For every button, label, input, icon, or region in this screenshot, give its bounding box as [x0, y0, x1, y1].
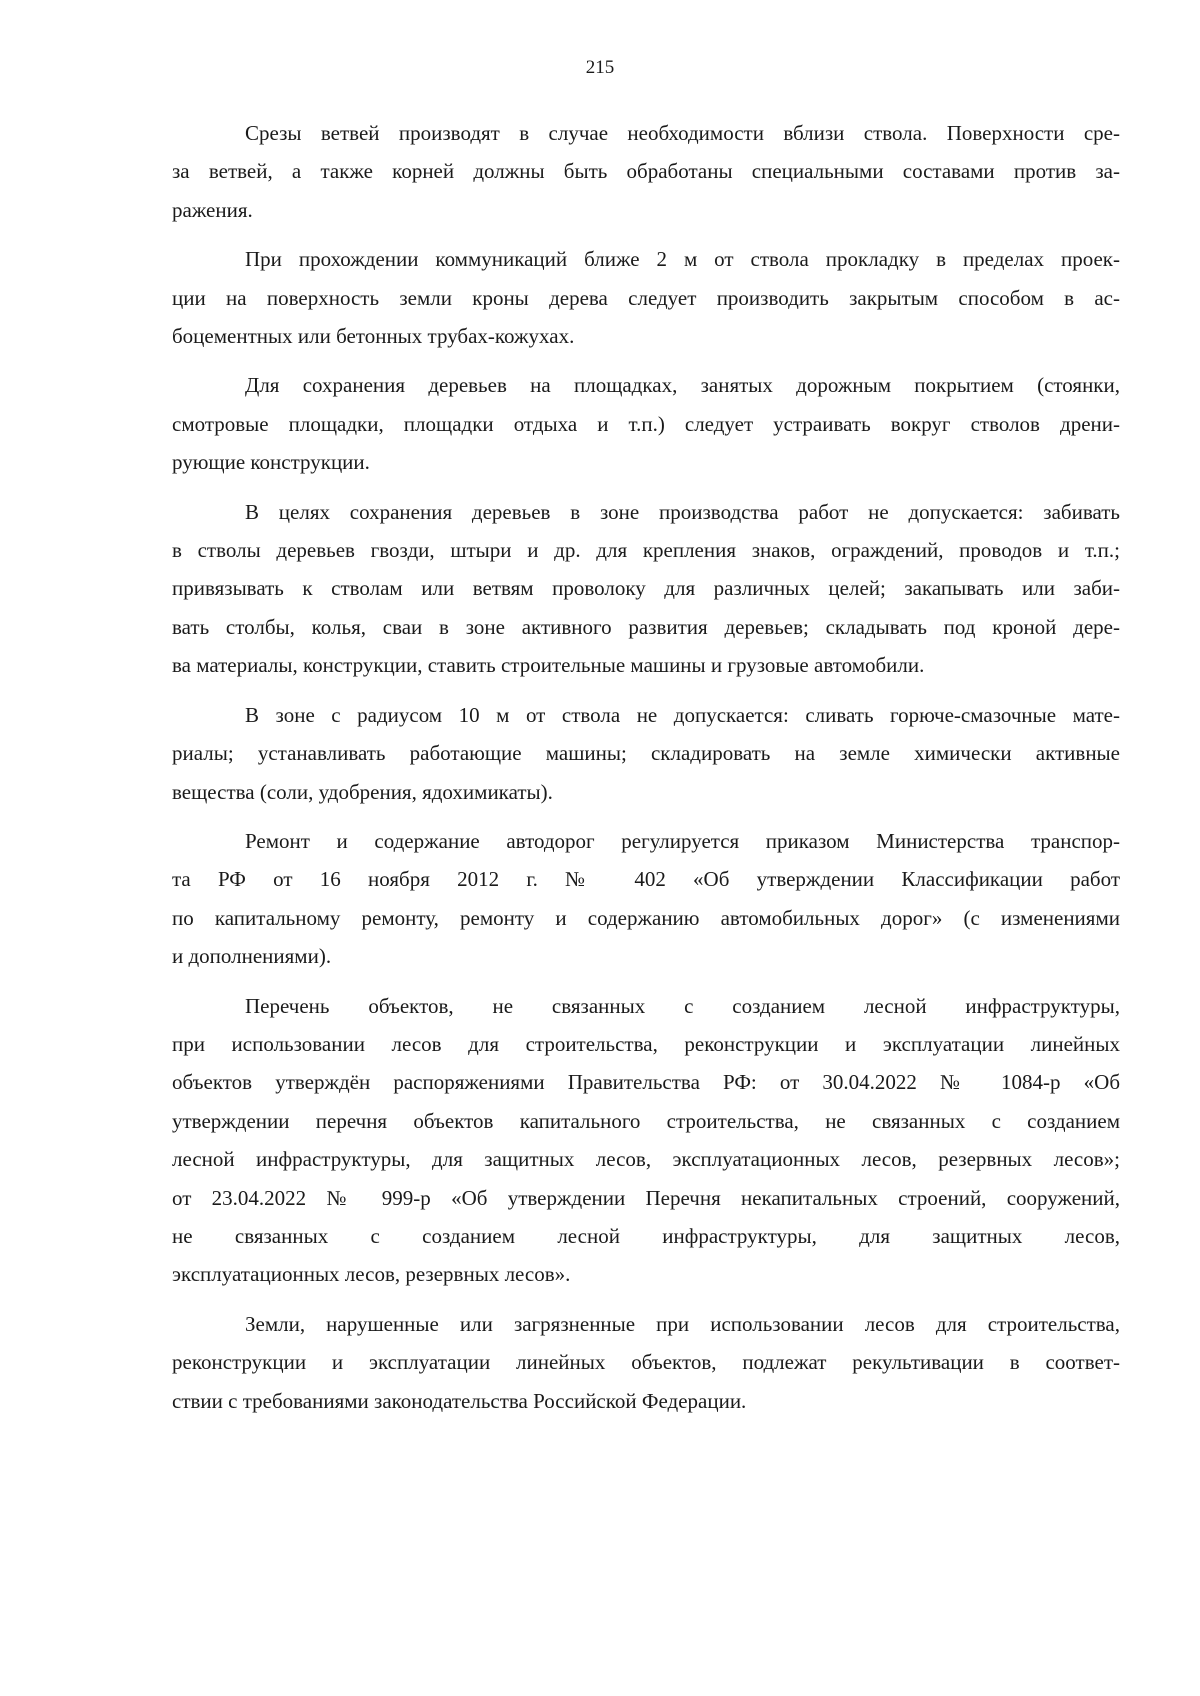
text-line: за ветвей, а также корней должны быть обработаны специальными составами против за- — [172, 159, 1120, 184]
text-line: рующие конструкции. — [172, 450, 370, 475]
text-line: та РФ от 16 ноября 2012 г. № 402 «Об утверждении Классификации работ — [172, 867, 1120, 892]
text-line: реконструкции и эксплуатации линейных объектов, подлежат рекультивации в соответ- — [172, 1350, 1120, 1375]
paragraph-road-repair — [172, 822, 1120, 976]
text-line: не связанных с созданием лесной инфраструктуры, для защитных лесов, — [172, 1223, 1120, 1248]
paragraph-objects-list — [172, 987, 1120, 1294]
text-line: по капитальному ремонту, ремонту и содержанию автомобильных дорог» (с изменениями — [172, 905, 1120, 930]
document-body — [172, 114, 1120, 1431]
text-line: в стволы деревьев гвозди, штыри и др. для крепления знаков, ограждений, проводов и т.п.; — [172, 538, 1120, 563]
text-line: При прохождении коммуникаций ближе 2 м от ствола прокладку в пределах проек- — [245, 247, 1120, 272]
text-line: объектов утверждён распоряжениями Правительства РФ: от 30.04.2022 № 1084-р «Об — [172, 1070, 1120, 1095]
paragraph-branch-cuts — [172, 114, 1120, 229]
text-line: В целях сохранения деревьев в зоне производства работ не допускается: забивать — [245, 499, 1120, 524]
text-line: Срезы ветвей производят в случае необходимости вблизи ствола. Поверхности сре- — [245, 121, 1120, 145]
page-number: 215 — [585, 57, 615, 78]
paragraph-work-zone — [172, 493, 1120, 685]
paragraph-radius-zone — [172, 696, 1120, 811]
text-line: утверждении перечня объектов капитального строительства, не связанных с созданием — [172, 1108, 1120, 1133]
text-line: боцементных или бетонных трубах-кожухах. — [172, 324, 575, 349]
text-line: эксплуатационных лесов, резервных лесов». — [172, 1262, 571, 1287]
paragraph-land-reclamation — [172, 1305, 1120, 1420]
text-line: ции на поверхность земли кроны дерева следует производить закрытым способом в ас- — [172, 285, 1120, 310]
text-line: и дополнениями). — [172, 944, 332, 969]
text-line: В зоне с радиусом 10 м от ствола не допускается: сливать горюче-смазочные мате- — [245, 702, 1120, 727]
text-line: ствии с требованиями законодательства Российской Федерации. — [172, 1388, 747, 1413]
text-line: ражения. — [172, 197, 253, 222]
text-line: Земли, нарушенные или загрязненные при использовании лесов для строительства, — [245, 1311, 1120, 1336]
text-line: вещества (соли, удобрения, ядохимикаты). — [172, 779, 553, 804]
text-line: Ремонт и содержание автодорог регулируется приказом Министерства транспор- — [245, 828, 1120, 853]
paragraph-paved-areas — [172, 366, 1120, 481]
text-line: смотровые площадки, площадки отдыха и т.п.) следует устраивать вокруг стволов дрени- — [172, 411, 1120, 436]
text-line: при использовании лесов для строительства, реконструкции и эксплуатации линейных — [172, 1031, 1120, 1056]
paragraph-communications — [172, 240, 1120, 355]
text-line: лесной инфраструктуры, для защитных лесов, эксплуатационных лесов, резервных лесов»; — [172, 1147, 1120, 1172]
text-line: Для сохранения деревьев на площадках, занятых дорожным покрытием (стоянки, — [245, 373, 1120, 398]
text-line: вать столбы, колья, сваи в зоне активного развития деревьев; складывать под кроной дере- — [172, 614, 1120, 639]
text-line: от 23.04.2022 № 999-р «Об утверждении Перечня некапитальных строений, сооружений, — [172, 1185, 1120, 1210]
text-line: привязывать к стволам или ветвям проволоку для различных целей; закапывать или заби- — [172, 576, 1120, 601]
text-line: Перечень объектов, не связанных с созданием лесной инфраструктуры, — [245, 993, 1120, 1018]
text-line: риалы; устанавливать работающие машины; складировать на земле химически активные — [172, 741, 1120, 766]
text-line: ва материалы, конструкции, ставить строительные машины и грузовые автомобили. — [172, 653, 925, 678]
